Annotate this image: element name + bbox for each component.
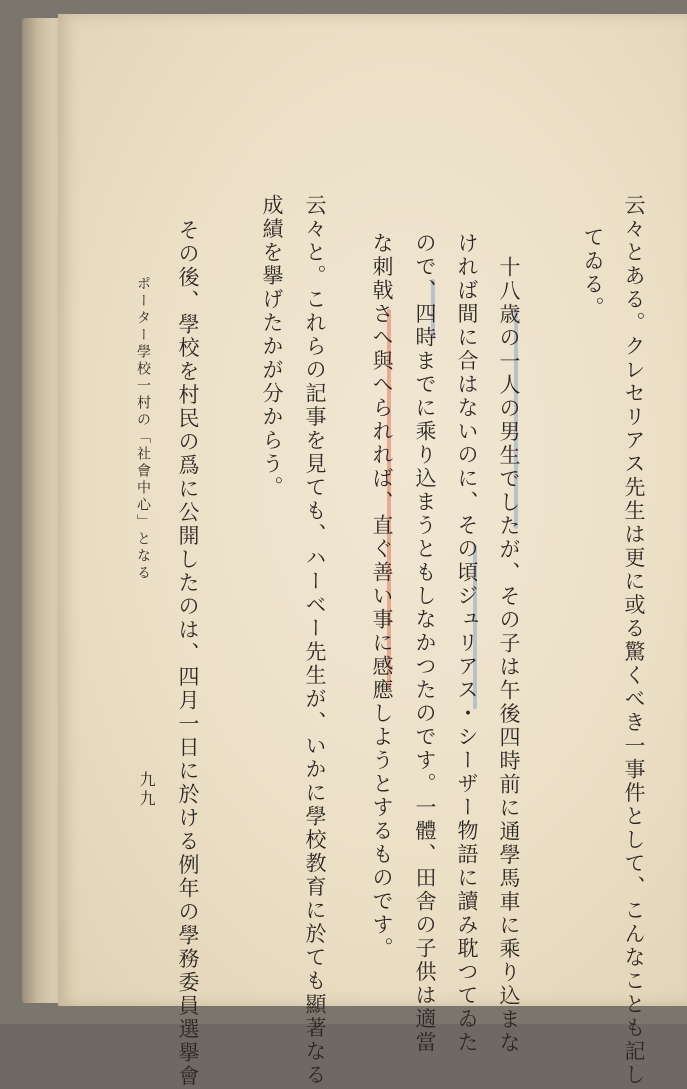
text-column-6: な刺戟さへ與へられれば、直ぐ善い事に感應しようとするものです。	[370, 232, 394, 961]
text-column-9: その後、學校を村民の爲に公開したのは、四月一日に於ける例年の學務委員選擧會	[176, 219, 200, 1089]
text-column-1: 云々とある。クレセリアス先生は更に或る驚くべき一事件として、こんなことも記し	[622, 194, 646, 1087]
page-number: 九九	[137, 771, 156, 809]
text-column-3: 十八歳の一人の男生でしたが、その子は午後四時前に通學馬車に乘り込まな	[497, 256, 521, 1055]
running-head: ポーター學校一村の「社會中心」となる	[135, 276, 151, 582]
text-column-5: ので、四時までに乘り込まうともしなかつたのです。一體、田舎の子供は適當	[413, 232, 437, 1055]
book-page	[58, 14, 687, 1089]
text-column-8: 成績を擧げたかが分からう。	[260, 194, 284, 500]
text-column-2: てゐる。	[581, 226, 605, 320]
text-column-4: ければ間に合はないのに、その頃ジュリアス・シーザー物語に讀み耽つてゐた	[455, 232, 479, 1055]
text-column-7: 云々と。これらの記事を見ても、ハーベー先生が、いかに學校教育に於ても顯著なる	[303, 194, 327, 1087]
